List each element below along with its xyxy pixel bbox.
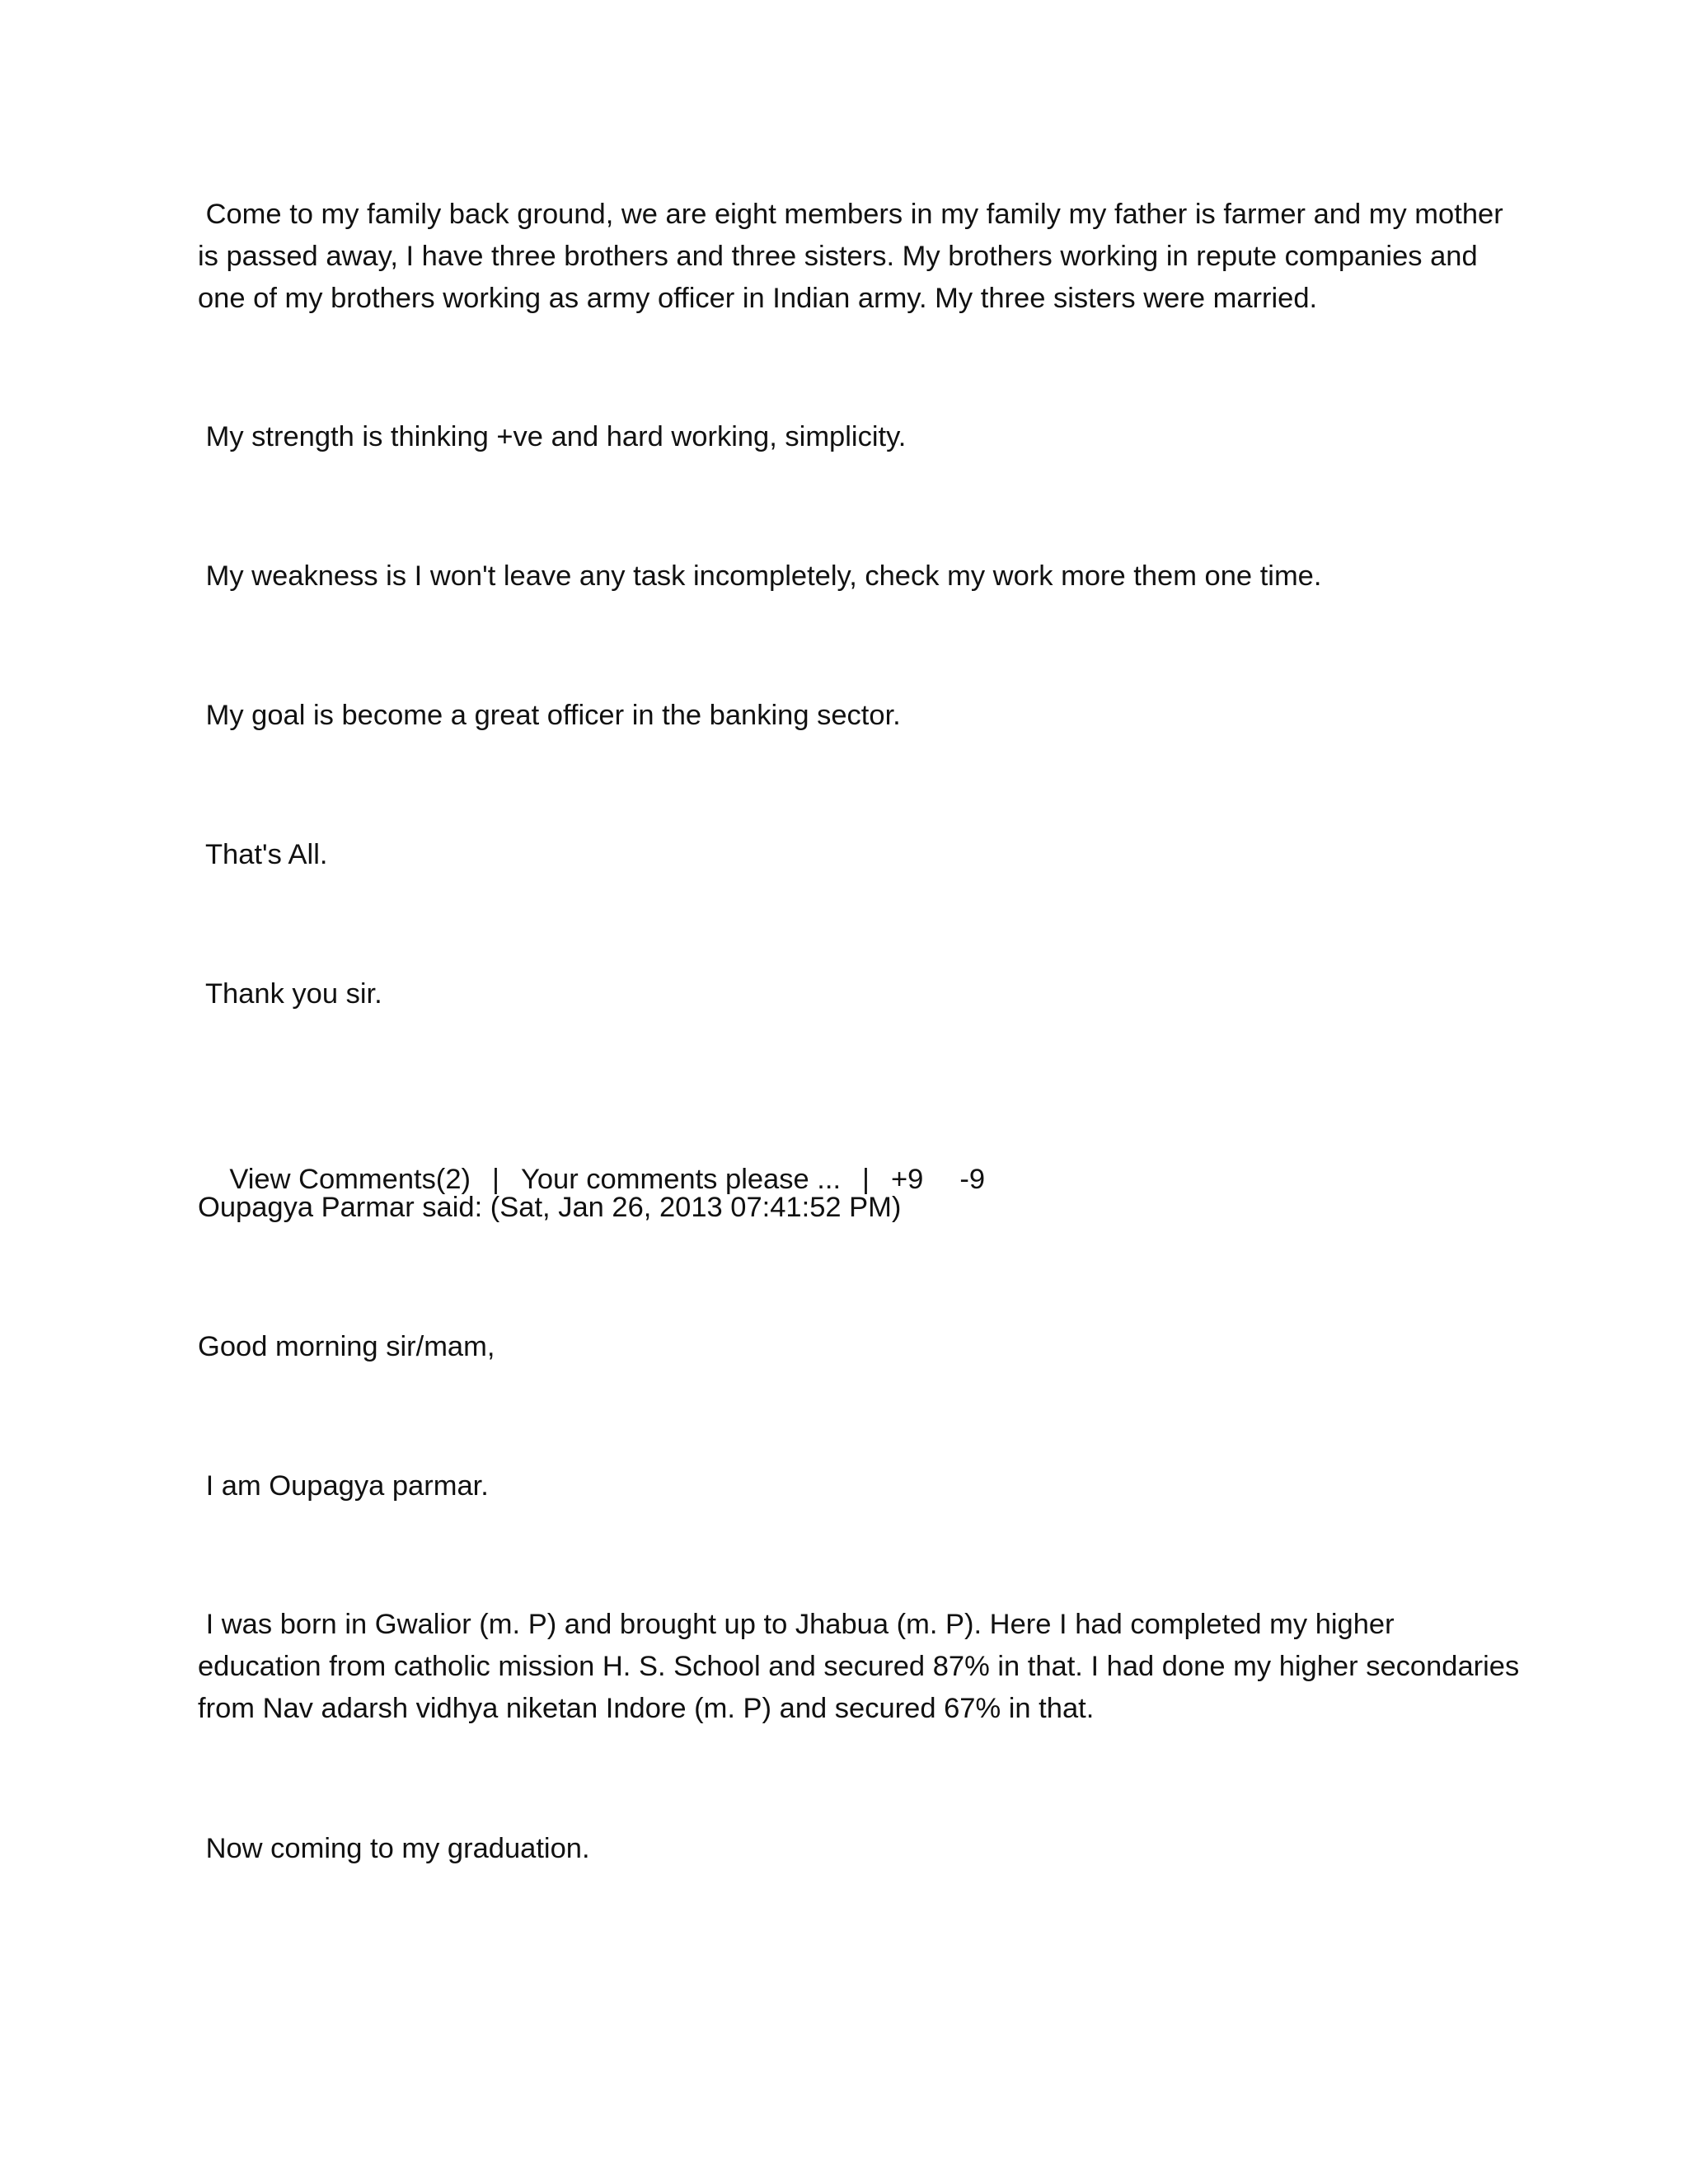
view-comments-link[interactable]: View Comments(2) (229, 1164, 471, 1195)
family-line-2: is passed away, I have three brothers and three sisters. My brothers working in repute companies and (198, 241, 1478, 272)
family-line-1: Come to my family back ground, we are eight members in my family my father is farmer and my mother (198, 199, 1503, 230)
closing-text: That's All. (198, 839, 328, 870)
upvote-button[interactable]: +9 (891, 1164, 924, 1195)
strength-text: My strength is thinking +ve and hard working, simplicity. (198, 421, 907, 452)
comment-author-line: Oupagya Parmar said: (Sat, Jan 26, 2013 07:41:52 PM) (198, 1192, 902, 1223)
graduation-text: Now coming to my graduation. (198, 1833, 590, 1864)
separator: | (862, 1164, 870, 1195)
education-paragraph (198, 1604, 1520, 1730)
weakness-text: My weakness is I won't leave any task incompletely, check my work more them one time. (198, 560, 1322, 592)
comment-intro: I am Oupagya parmar. (198, 1470, 489, 1502)
your-comments-link[interactable]: Your comments please ... (521, 1164, 842, 1195)
separator: | (492, 1164, 500, 1195)
downvote-button[interactable]: -9 (959, 1164, 986, 1195)
family-paragraph (198, 194, 1503, 320)
family-line-3: one of my brothers working as army officer in Indian army. My three sisters were married. (198, 283, 1318, 314)
education-line-3: from Nav adarsh vidhya niketan Indore (m. P) and secured 67% in that. (198, 1693, 1095, 1724)
education-line-1: I was born in Gwalior (m. P) and brought up to Jhabua (m. P). Here I had completed my higher (198, 1609, 1395, 1640)
education-line-2: education from catholic mission H. S. School and secured 87% in that. I had done my higher secondaries (198, 1651, 1520, 1682)
goal-text: My goal is become a great officer in the banking sector. (198, 700, 901, 731)
comment-greeting: Good morning sir/mam, (198, 1331, 495, 1362)
thanks-text: Thank you sir. (198, 978, 382, 1010)
